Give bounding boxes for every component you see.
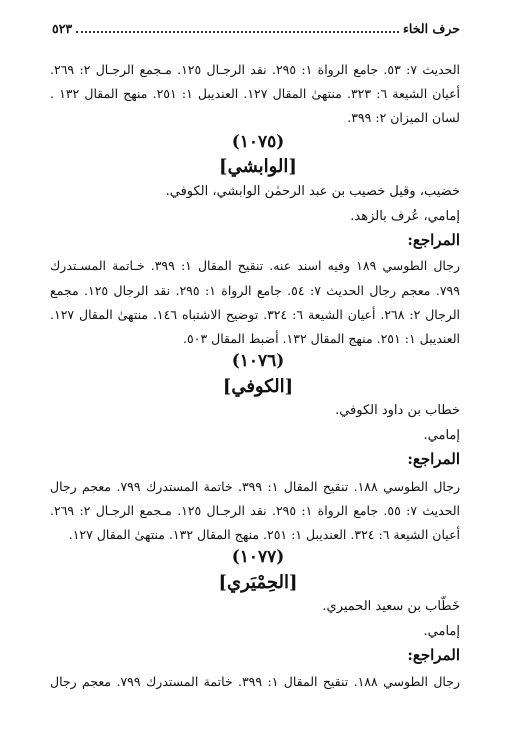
reference-line: لسان الميزان ٢: ٣٩٩. (347, 110, 460, 125)
reference-line: ٧٩٩. معجم رجال الحديث ٧: ٥٤. جامع الرواة ١: ٢٩٥. نقد الرجال ١٢٥. مجمع (50, 283, 460, 298)
reference-line: الحديث ٧: ٥٣. جامع الرواة ١: ٢٩٥. نقد الرجـال ١٢٥. مـجمع الرجـال ٢: ٢٦٩. (50, 62, 460, 77)
entry-text-line: خضيب، وقيل خصيب بن عبد الرحمٰن الوابشي، الكوفي. (165, 184, 460, 199)
entry-text-line: إمامي، عُرف بالزهد. (350, 209, 460, 224)
reference-line: أعيان الشيعة ٦: ٣٢٣. منتهىٰ المقال ١٢٧. العنديبل ١: ٢٥١. منهج المقال ١٣٢ . (50, 86, 460, 101)
header-title: حرف الخاء (403, 21, 460, 36)
header-dot-leader (76, 21, 399, 33)
entry-text-line: إمامي. (423, 624, 460, 639)
entry-title: [الحِمْيَري] (218, 572, 298, 593)
reference-line: رجال الطوسي ١٨٨. تنقيح المقال ١: ٣٩٩. خاتمة المستدرك ٧٩٩. معجم رجال (50, 674, 460, 689)
reference-line: رجال الطوسي ١٨٨. تنقيح المقال ١: ٣٩٩. خاتمة المستدرك ٧٩٩. معجم رجال (50, 479, 460, 494)
entry-number: (١٠٧٧) (231, 547, 285, 567)
reference-line: الرجال ٢: ٢٦٨. أعيان الشيعة ٦: ٣٢٤. توضيح الاشتباه ١٤٦. منتهىٰ المقال ١٢٧. (50, 307, 460, 322)
entry-text-line: إمامي. (423, 428, 460, 443)
page-number: ٥٢٣ (52, 21, 73, 36)
entry-title: [الكوفي] (222, 376, 294, 397)
entry-text-line: خَطّاب بن سعيد الحميري. (322, 599, 460, 614)
reference-line: أعيان الشيعة ٦: ٣٢٤. العنديبل ١: ٢٥١. منهج المقال ١٣٢. منتهىٰ المقال ١٢٧. (68, 527, 460, 542)
reference-line: الحديث ٧: ٥٥. جامع الرواة ١: ٢٩٥. نقد الرجـال ١٢٥. مـجمع الرجـال ٢: ٢٦٩. (50, 503, 460, 518)
entry-number: (١٠٧٥) (231, 132, 285, 152)
entry-title: [الوابشي] (219, 156, 297, 177)
running-header (52, 21, 460, 39)
references-heading: المراجع: (407, 450, 460, 468)
entry-number: (١٠٧٦) (231, 351, 285, 371)
references-heading: المراجع: (407, 231, 460, 249)
entry-text-line: خطاب بن داود الكوفي. (335, 403, 460, 418)
references-heading: المراجع: (407, 646, 460, 664)
reference-line: رجال الطوسي ١٨٩ وفيه اسند عنه. تنقيح المقال ١: ٣٩٩. خـاتمة المسـتدرك (50, 258, 460, 273)
reference-line: العنديبل ١: ٢٥١. منهج المقال ١٣٢. أضبط المقال ٥٠٣. (183, 331, 460, 346)
